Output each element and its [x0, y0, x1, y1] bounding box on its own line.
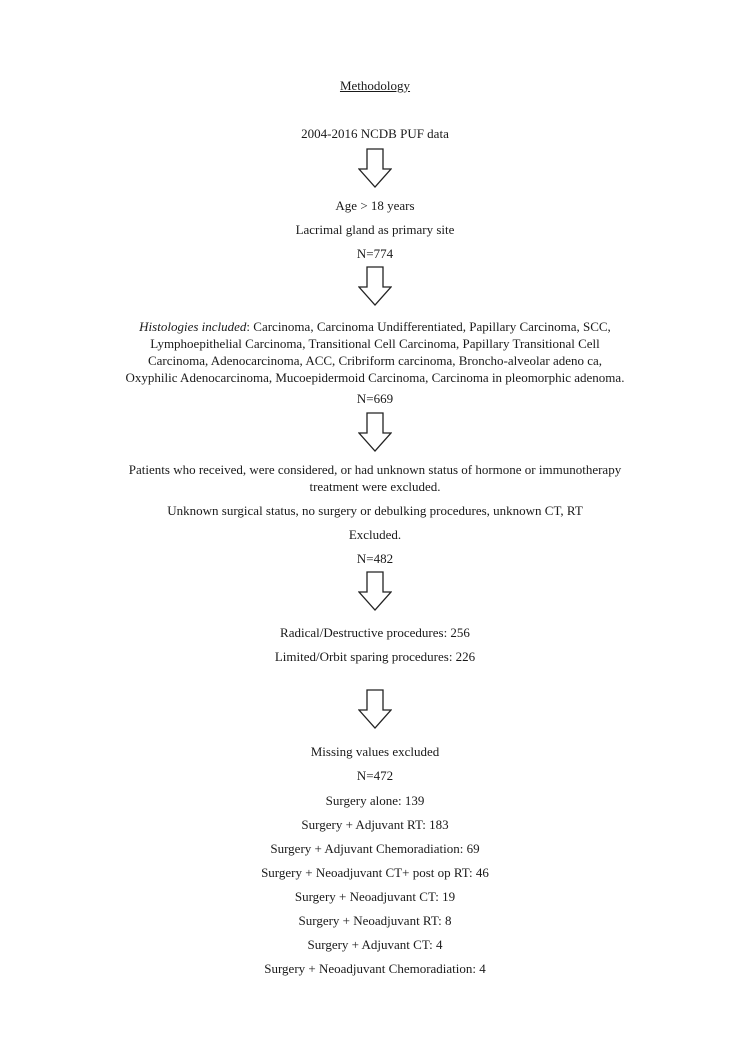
criteria-age: Age > 18 years: [335, 198, 415, 213]
down-arrow-icon: [358, 266, 392, 306]
down-arrow-icon: [358, 148, 392, 188]
criteria-site: Lacrimal gland as primary site: [295, 222, 455, 237]
group-item: Surgery + Adjuvant RT: 183: [301, 817, 449, 832]
data-source: 2004-2016 NCDB PUF data: [301, 126, 449, 141]
excluded-label: Excluded.: [348, 527, 402, 542]
group-item: Surgery + Adjuvant CT: 4: [307, 937, 443, 952]
group-item: Surgery + Neoadjuvant CT: 19: [294, 889, 456, 904]
page-title: Methodology: [339, 78, 411, 93]
group-item: Surgery + Neoadjuvant RT: 8: [298, 913, 452, 928]
group-item: Surgery + Adjuvant Chemoradiation: 69: [270, 841, 480, 856]
histologies-label: Histologies included: [139, 319, 247, 334]
count-482: N=482: [356, 551, 394, 566]
count-669: N=669: [356, 391, 394, 406]
missing-values: Missing values excluded: [310, 744, 440, 759]
histologies-line: Carcinoma, Adenocarcinoma, ACC, Cribriform carcinoma, Broncho-alveolar adeno ca,: [147, 353, 603, 368]
radical-procedures: Radical/Destructive procedures: 256: [280, 625, 470, 640]
group-item: Surgery + Neoadjuvant Chemoradiation: 4: [264, 961, 486, 976]
exclusion-surgical: Unknown surgical status, no surgery or debulking procedures, unknown CT, RT: [167, 503, 583, 518]
group-item: Surgery alone: 139: [325, 793, 425, 808]
histologies-line: Lymphoepithelial Carcinoma, Transitional Cell Carcinoma, Papillary Transitional Cell: [150, 336, 600, 351]
group-item: Surgery + Neoadjuvant CT+ post op RT: 46: [261, 865, 489, 880]
count-472: N=472: [356, 768, 394, 783]
exclusion-line: treatment were excluded.: [309, 479, 441, 494]
exclusion-line: Patients who received, were considered, or had unknown status of hormone or immunotherapy: [128, 462, 622, 477]
down-arrow-icon: [358, 412, 392, 452]
down-arrow-icon: [358, 689, 392, 729]
limited-procedures: Limited/Orbit sparing procedures: 226: [274, 649, 476, 664]
histologies-line: Oxyphilic Adenocarcinoma, Mucoepidermoid Carcinoma, Carcinoma in pleomorphic adenoma.: [125, 370, 625, 385]
exclusion-block: [95, 461, 655, 495]
histologies-line: Histologies included: Carcinoma, Carcinoma Undifferentiated, Papillary Carcinoma, SCC,: [139, 319, 611, 334]
count-774: N=774: [356, 246, 394, 261]
down-arrow-icon: [358, 571, 392, 611]
histologies-block: [95, 318, 655, 386]
